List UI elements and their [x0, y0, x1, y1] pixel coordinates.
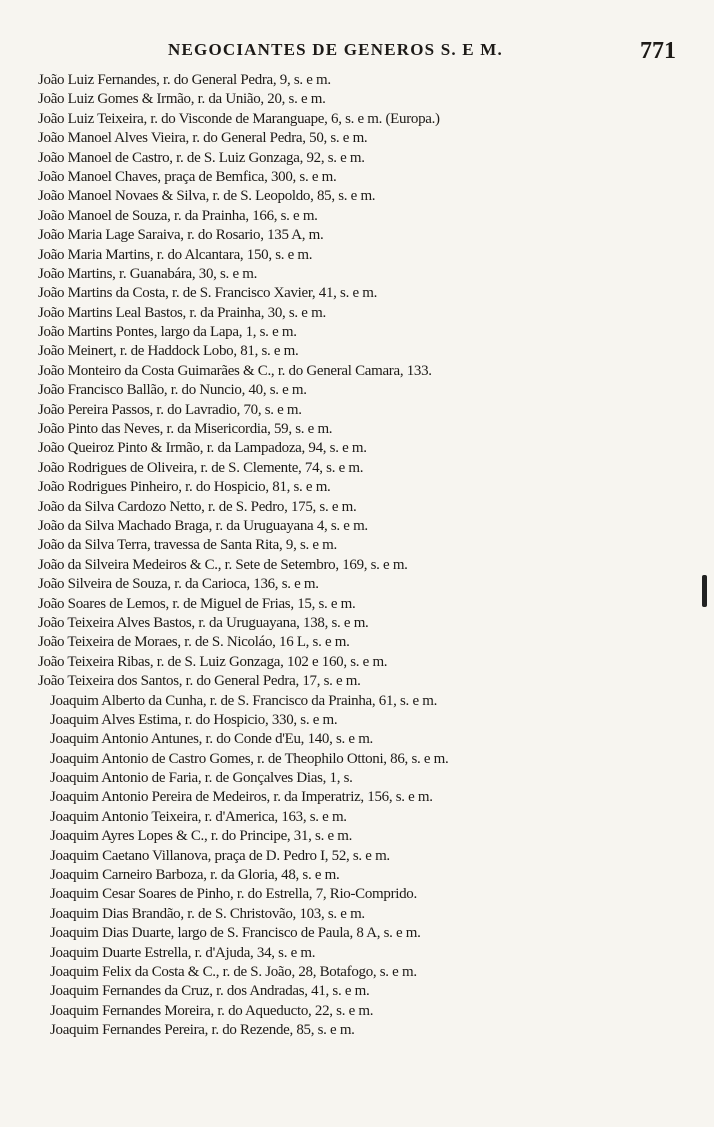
page-header — [0, 38, 714, 68]
list-item: Joaquim Antonio Antunes, r. do Conde d'Eu, 140, s. e m. — [50, 731, 373, 748]
list-item: João Meinert, r. de Haddock Lobo, 81, s. e m. — [38, 343, 299, 360]
list-item: João da Silva Machado Braga, r. da Uruguayana 4, s. e m. — [38, 517, 368, 534]
list-item: João Manoel Chaves, praça de Bemfica, 300, s. e m. — [38, 168, 337, 185]
merchant-list — [38, 71, 708, 1041]
running-head: NEGOCIANTES DE GENEROS S. E M. — [168, 40, 503, 59]
list-item: Joaquim Felix da Costa & C., r. de S. João, 28, Botafogo, s. e m. — [50, 963, 417, 980]
list-item: João Teixeira Alves Bastos, r. da Uruguayana, 138, s. e m. — [38, 614, 369, 631]
list-item: João Teixeira de Moraes, r. de S. Nicoláo, 16 L, s. e m. — [38, 634, 350, 651]
list-item: Joaquim Alves Estima, r. do Hospicio, 330, s. e m. — [50, 711, 338, 728]
list-item: João da Silva Cardozo Netto, r. de S. Pedro, 175, s. e m. — [38, 498, 357, 515]
list-item: João Queiroz Pinto & Irmão, r. da Lampadoza, 94, s. e m. — [38, 440, 367, 457]
list-item: Joaquim Antonio Pereira de Medeiros, r. da Imperatriz, 156, s. e m. — [50, 789, 433, 806]
list-item: Joaquim Dias Duarte, largo de S. Francisco de Paula, 8 A, s. e m. — [50, 925, 421, 942]
list-item: Joaquim Ayres Lopes & C., r. do Principe, 31, s. e m. — [50, 828, 353, 845]
list-item: João Manoel de Souza, r. da Prainha, 166, s. e m. — [38, 207, 318, 224]
margin-ink-mark — [702, 575, 707, 607]
list-item: João Soares de Lemos, r. de Miguel de Frias, 15, s. e m. — [38, 595, 356, 612]
list-item: João Rodrigues Pinheiro, r. do Hospicio, 81, s. e m. — [38, 479, 331, 496]
list-item: João Manoel Novaes & Silva, r. de S. Leopoldo, 85, s. e m. — [38, 188, 376, 205]
list-item: Joaquim Antonio de Castro Gomes, r. de Theophilo Ottoni, 86, s. e m. — [50, 750, 449, 767]
list-item: Joaquim Alberto da Cunha, r. de S. Francisco da Prainha, 61, s. e m. — [50, 692, 438, 709]
list-item: Joaquim Fernandes Moreira, r. do Aqueducto, 22, s. e m. — [50, 1002, 374, 1019]
list-item: Joaquim Caetano Villanova, praça de D. Pedro I, 52, s. e m. — [50, 847, 390, 864]
list-item: João Monteiro da Costa Guimarães & C., r. do General Camara, 133. — [38, 362, 432, 379]
list-item: Joaquim Fernandes da Cruz, r. dos Andradas, 41, s. e m. — [50, 983, 370, 1000]
list-item: João Silveira de Souza, r. da Carioca, 136, s. e m. — [38, 576, 319, 593]
list-item: João Martins Leal Bastos, r. da Prainha, 30, s. e m. — [38, 304, 326, 321]
list-item: João Manoel Alves Vieira, r. do General Pedra, 50, s. e m. — [38, 130, 368, 147]
list-item: João Pinto das Neves, r. da Misericordia, 59, s. e m. — [38, 421, 333, 438]
list-item: João Maria Lage Saraiva, r. do Rosario, 135 A, m. — [38, 227, 324, 244]
list-item: João Martins, r. Guanabára, 30, s. e m. — [38, 265, 258, 282]
list-item: Joaquim Duarte Estrella, r. d'Ajuda, 34, s. e m. — [50, 944, 316, 961]
list-item: Joaquim Fernandes Pereira, r. do Rezende, 85, s. e m. — [50, 1022, 355, 1039]
list-item: Joaquim Antonio Teixeira, r. d'America, 163, s. e m. — [50, 808, 347, 825]
list-item: João Luiz Teixeira, r. do Visconde de Maranguape, 6, s. e m. (Europa.) — [38, 110, 440, 127]
list-item: João Luiz Gomes & Irmão, r. da União, 20, s. e m. — [38, 91, 326, 108]
list-item: Joaquim Antonio de Faria, r. de Gonçalves Dias, 1, s. — [50, 770, 353, 787]
list-item: João Martins Pontes, largo da Lapa, 1, s. e m. — [38, 324, 297, 341]
list-item: João Pereira Passos, r. do Lavradio, 70, s. e m. — [38, 401, 302, 418]
list-item: João Teixeira dos Santos, r. do General Pedra, 17, s. e m. — [38, 673, 361, 690]
list-item: João Luiz Fernandes, r. do General Pedra, 9, s. e m. — [38, 72, 331, 88]
list-item: João Francisco Ballão, r. do Nuncio, 40, s. e m. — [38, 382, 307, 399]
list-item: João Martins da Costa, r. de S. Francisco Xavier, 41, s. e m. — [38, 285, 378, 302]
list-item: João Rodrigues de Oliveira, r. de S. Clemente, 74, s. e m. — [38, 459, 364, 476]
list-item: João Manoel de Castro, r. de S. Luiz Gonzaga, 92, s. e m. — [38, 149, 365, 166]
list-item: Joaquim Dias Brandão, r. de S. Christovão, 103, s. e m. — [50, 905, 365, 922]
list-item: Joaquim Carneiro Barboza, r. da Gloria, 48, s. e m. — [50, 867, 340, 884]
list-item: João Teixeira Ribas, r. de S. Luiz Gonzaga, 102 e 160, s. e m. — [38, 653, 388, 670]
list-item: João Maria Martins, r. do Alcantara, 150, s. e m. — [38, 246, 313, 263]
page-number: 771 — [640, 38, 676, 64]
list-item: Joaquim Cesar Soares de Pinho, r. do Estrella, 7, Rio-Comprido. — [50, 886, 417, 903]
list-item: João da Silveira Medeiros & C., r. Sete de Setembro, 169, s. e m. — [38, 556, 408, 573]
list-item: João da Silva Terra, travessa de Santa Rita, 9, s. e m. — [38, 537, 337, 554]
